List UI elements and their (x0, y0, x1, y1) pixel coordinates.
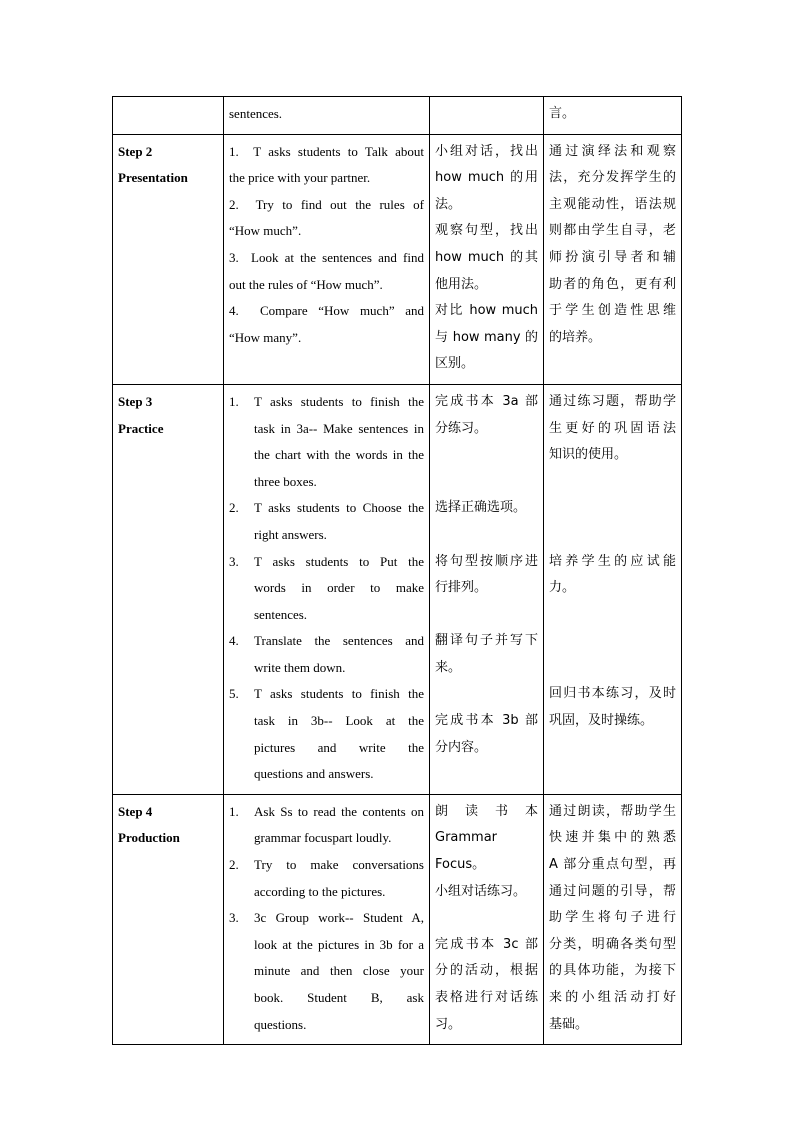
table-row (113, 794, 682, 1044)
text-line: 分练习。 (435, 420, 488, 436)
activity-line: the chart with the words in the (254, 447, 424, 463)
text-line: how much 的其 (435, 249, 538, 265)
step-cell (113, 384, 224, 794)
activity-item (229, 681, 424, 787)
activity-line: pictures and write the (254, 739, 424, 755)
item-number: 3. (229, 910, 239, 926)
text-line: 完成书本 3c 部 (435, 936, 538, 952)
blank-line (549, 495, 676, 522)
item-number: 2. (229, 500, 239, 516)
item-number: 3. (229, 553, 239, 569)
activity-item (229, 905, 424, 1038)
text-line: 翻译句子并写下 (435, 633, 538, 649)
text-line: 行排列。 (435, 580, 488, 596)
activity-line: task in 3b-- Look at the (254, 713, 424, 729)
text-line: 于学生创造性思维 (549, 303, 676, 319)
step-subtitle: Production (118, 830, 180, 846)
text-line: 助者的角色，更有利 (549, 276, 676, 292)
activity-line: Try to make conversations (254, 857, 424, 873)
purpose-list (549, 389, 676, 735)
student-activity-list (435, 139, 538, 378)
step-title: Step 2 (118, 143, 153, 159)
activity-list (229, 389, 424, 788)
purpose-cell (544, 794, 682, 1044)
text-line: 通过朗读，帮助学生 (549, 803, 676, 819)
text-line: 巩固，及时操练。 (549, 713, 654, 729)
purpose-cell (544, 384, 682, 794)
activity-cell (224, 384, 430, 794)
text-line: 他用法。 (435, 276, 488, 292)
table-row (113, 97, 682, 135)
blank-line (549, 469, 676, 496)
text-line: 法。 (435, 196, 462, 212)
activity-line: 4. Compare “How much” and (229, 303, 424, 319)
blank-line (435, 905, 538, 932)
text-line: 快速并集中的熟悉 (549, 830, 676, 846)
blank-line (549, 655, 676, 682)
activity-line: questions and answers. (254, 766, 374, 782)
blank-line (435, 681, 538, 708)
step-subtitle: Presentation (118, 170, 188, 186)
activity-item (229, 852, 424, 905)
text-line: 小组对话，找出 (435, 143, 538, 159)
text-line: 与 how many 的 (435, 329, 538, 345)
text-line: 完成书本 3a 部 (435, 393, 538, 409)
activity-line: “How many”. (229, 329, 302, 345)
activity-line: 3. Look at the sentences and find (229, 249, 424, 265)
purpose-list (549, 139, 676, 352)
step-cell (113, 97, 224, 135)
text-line: 培养学生的应试能 (549, 553, 676, 569)
text-line: 主观能动性，语法规 (549, 196, 676, 212)
activity-line: questions. (254, 1016, 307, 1032)
activity-line: Translate the sentences and (254, 633, 424, 649)
text-line: 生更好的巩固语法 (549, 420, 676, 436)
activity-line: grammar focuspart loudly. (254, 830, 392, 846)
blank-line (435, 522, 538, 549)
activity-line: T asks students to finish the (254, 686, 424, 702)
text-line: 习。 (435, 1016, 462, 1032)
activity-item (229, 628, 424, 681)
activity-cell (224, 794, 430, 1044)
text-line: 区别。 (435, 356, 475, 372)
text-line: Grammar Focus。 (435, 830, 498, 873)
text-line: 力。 (549, 580, 576, 596)
text-line: 选择正确选项。 (435, 500, 527, 516)
step-cell (113, 794, 224, 1044)
table-row (113, 134, 682, 384)
activity-line: T asks students to Choose the (254, 500, 424, 516)
text-line: 将句型按顺序进 (435, 553, 538, 569)
text-line: how much 的用 (435, 170, 538, 186)
text-line: 回归书本练习，及时 (549, 686, 676, 702)
activity-line: according to the pictures. (254, 883, 386, 899)
student-cell (430, 97, 544, 135)
activity-line: 1. T asks students to Talk about (229, 143, 424, 159)
activity-line: task in 3a-- Make sentences in (254, 420, 424, 436)
text-line: 分内容。 (435, 739, 488, 755)
blank-line (435, 469, 538, 496)
activity-cell (224, 134, 430, 384)
activity-line: three boxes. (254, 473, 317, 489)
activity-line: T asks students to Put the (254, 553, 424, 569)
text-line: 来的小组活动打好 (549, 990, 676, 1005)
blank-line (435, 442, 538, 469)
text-line: 的具体功能，为接下 (549, 963, 676, 979)
student-activity-list (435, 389, 538, 761)
text-line: 知识的使用。 (549, 447, 628, 463)
item-number: 5. (229, 686, 239, 702)
step-title: Step 3 (118, 393, 153, 409)
blank-line (549, 602, 676, 629)
text-line: 通过演绎法和观察 (549, 143, 676, 159)
activity-list (229, 139, 424, 352)
student-activity-list (435, 799, 538, 1038)
text-line: 则都由学生自寻，老 (549, 223, 676, 239)
text-line: 法，充分发挥学生的 (549, 170, 676, 186)
activity-line: minute and then close your (254, 963, 424, 979)
text-line: 分的活动，根据 (435, 963, 538, 979)
text-line: 助学生将句子进行 (549, 910, 676, 926)
table-row (113, 384, 682, 794)
text-line: 师扮演引导者和辅 (549, 249, 676, 265)
activity-line: T asks students to finish the (254, 393, 424, 409)
text-line: 的培养。 (549, 329, 602, 345)
activity-cell (224, 97, 430, 135)
activity-item (229, 549, 424, 629)
text-line: 通过练习题，帮助学 (549, 393, 676, 409)
activity-item (229, 495, 424, 548)
activity-line: write them down. (254, 659, 346, 675)
text-line: 朗 读 书 本 (435, 803, 538, 819)
activity-line: 2. Try to find out the rules of (229, 196, 424, 212)
text-line: 通过问题的引导，帮 (549, 883, 676, 899)
blank-line (549, 628, 676, 655)
lesson-plan-table (112, 96, 682, 1045)
text-line: 观察句型，找出 (435, 223, 538, 239)
item-number: 2. (229, 857, 239, 873)
text-line: 对比 how much (435, 303, 538, 319)
activity-line: book. Student B, ask (254, 990, 424, 1005)
activity-line: “How much”. (229, 223, 302, 239)
text-line: 完成书本 3b 部 (435, 713, 538, 729)
item-number: 1. (229, 393, 239, 409)
activity-line: Ask Ss to read the contents on (254, 803, 424, 819)
activity-line: right answers. (254, 526, 327, 542)
activity-item (229, 799, 424, 852)
activity-line: the price with your partner. (229, 170, 371, 186)
text-line: 基础。 (549, 1016, 589, 1032)
step-title: Step 4 (118, 803, 153, 819)
step-cell (113, 134, 224, 384)
activity-line: sentences. (229, 106, 283, 121)
student-cell (430, 794, 544, 1044)
text-line: 来。 (435, 659, 462, 675)
student-cell (430, 384, 544, 794)
activity-line: look at the pictures in 3b for a (254, 936, 424, 952)
text-line: A 部分重点句型，再 (549, 857, 676, 873)
step-subtitle: Practice (118, 420, 164, 436)
blank-line (435, 602, 538, 629)
activity-line: sentences. (254, 606, 308, 622)
activity-item (229, 389, 424, 495)
blank-line (549, 522, 676, 549)
activity-line: 3c Group work-- Student A, (254, 910, 424, 926)
item-number: 1. (229, 803, 239, 819)
purpose-cell (544, 97, 682, 135)
activity-line: words in order to make (254, 580, 424, 596)
item-number: 4. (229, 633, 239, 649)
activity-list (229, 799, 424, 1038)
text-line: 分类，明确各类句型 (549, 936, 676, 952)
purpose-list (549, 799, 676, 1038)
activity-line: out the rules of “How much”. (229, 276, 383, 292)
purpose-line: 言。 (549, 106, 576, 121)
text-line: 小组对话练习。 (435, 883, 527, 899)
student-cell (430, 134, 544, 384)
text-line: 表格进行对话练 (435, 990, 538, 1005)
purpose-cell (544, 134, 682, 384)
